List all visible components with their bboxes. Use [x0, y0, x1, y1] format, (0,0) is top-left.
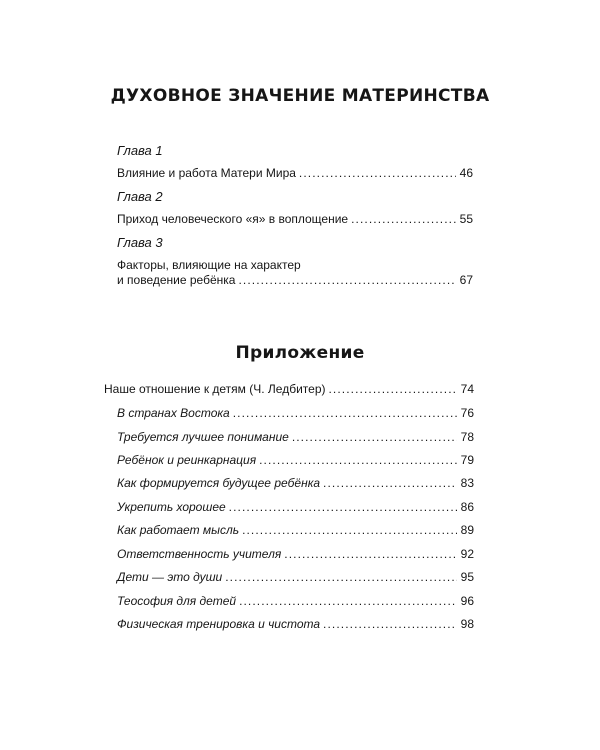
toc-entry-main[interactable]	[104, 382, 474, 397]
toc-entry-page: 96	[460, 594, 474, 608]
toc-subentry[interactable]	[117, 570, 474, 585]
dot-leader	[299, 166, 456, 181]
toc-entry-page: 78	[460, 430, 474, 444]
toc-entry-page: 86	[460, 500, 474, 514]
toc-entry-title: Влияние и работа Матери Мира	[117, 166, 296, 180]
toc-entry-page: 83	[460, 476, 474, 490]
toc-entry-page: 92	[460, 547, 474, 561]
toc-entry-page: 89	[460, 523, 474, 537]
dot-leader	[351, 212, 456, 227]
dot-leader	[225, 570, 457, 585]
toc-entry-title: Теософия для детей	[117, 594, 237, 608]
dot-leader	[259, 453, 457, 468]
dot-leader	[329, 382, 458, 397]
toc-subentry[interactable]	[117, 453, 474, 468]
toc-entry-page: 46	[459, 166, 473, 180]
toc-entry-title: Ребёнок и реинкарнация	[117, 453, 257, 467]
toc-entry-title: Приход человеческого «я» в воплощение	[117, 212, 349, 226]
toc-entry-page: 98	[460, 617, 474, 631]
toc-subentry[interactable]	[117, 476, 474, 491]
toc-subentry[interactable]	[117, 430, 474, 445]
toc-entry-page: 79	[460, 453, 474, 467]
toc-subentry[interactable]	[117, 594, 474, 609]
toc-entry-title-line1: Факторы, влияющие на характер	[117, 258, 301, 272]
toc-entry-title: Дети — это души	[117, 570, 223, 584]
section-title-appendix: Приложение	[235, 343, 365, 363]
toc-entry-title: Наше отношение к детям (Ч. Ледбитер)	[104, 382, 326, 396]
dot-leader	[239, 594, 457, 609]
toc-entry-title: Физическая тренировка и чистота	[117, 617, 321, 631]
dot-leader	[284, 547, 457, 562]
toc-entry-title: Как формируется будущее ребёнка	[117, 476, 321, 490]
toc-entry-title-line2: и поведение ребёнка	[117, 273, 236, 287]
toc-entry[interactable]	[117, 166, 473, 181]
dot-leader	[323, 617, 457, 632]
toc-entry-line2	[117, 273, 473, 288]
dot-leader	[229, 500, 457, 515]
dot-leader	[323, 476, 457, 491]
toc-entry-title: Как работает мысль	[117, 523, 240, 537]
toc-entry-title: Укрепить хорошее	[117, 500, 226, 514]
toc-subentry[interactable]	[117, 617, 474, 632]
toc-subentry[interactable]	[117, 547, 474, 562]
toc-entry-page: 55	[459, 212, 473, 226]
toc-entry-title: Требуется лучшее понимание	[117, 430, 289, 444]
toc-entry-title: Ответственность учителя	[117, 547, 282, 561]
dot-leader	[238, 273, 456, 288]
toc-entry-page: 95	[460, 570, 474, 584]
dot-leader	[242, 523, 457, 538]
toc-entry-multiline[interactable]	[117, 258, 473, 288]
toc-entry-page: 76	[460, 406, 474, 420]
dot-leader	[292, 430, 457, 445]
toc-entry[interactable]	[117, 212, 473, 227]
section-title-spiritual-motherhood: ДУХОВНОЕ ЗНАЧЕНИЕ МАТЕРИНСТВА	[110, 86, 490, 106]
toc-entry-page: 74	[460, 382, 474, 396]
toc-entry-page: 67	[459, 273, 473, 287]
dot-leader	[233, 406, 457, 421]
toc-subentry[interactable]	[117, 406, 474, 421]
toc-entry-title: В странах Востока	[117, 406, 230, 420]
toc-subentry[interactable]	[117, 523, 474, 538]
chapter-label: Глава 3	[117, 235, 163, 250]
chapter-label: Глава 2	[117, 189, 163, 204]
toc-subentry[interactable]	[117, 500, 474, 515]
chapter-label: Глава 1	[117, 143, 163, 158]
